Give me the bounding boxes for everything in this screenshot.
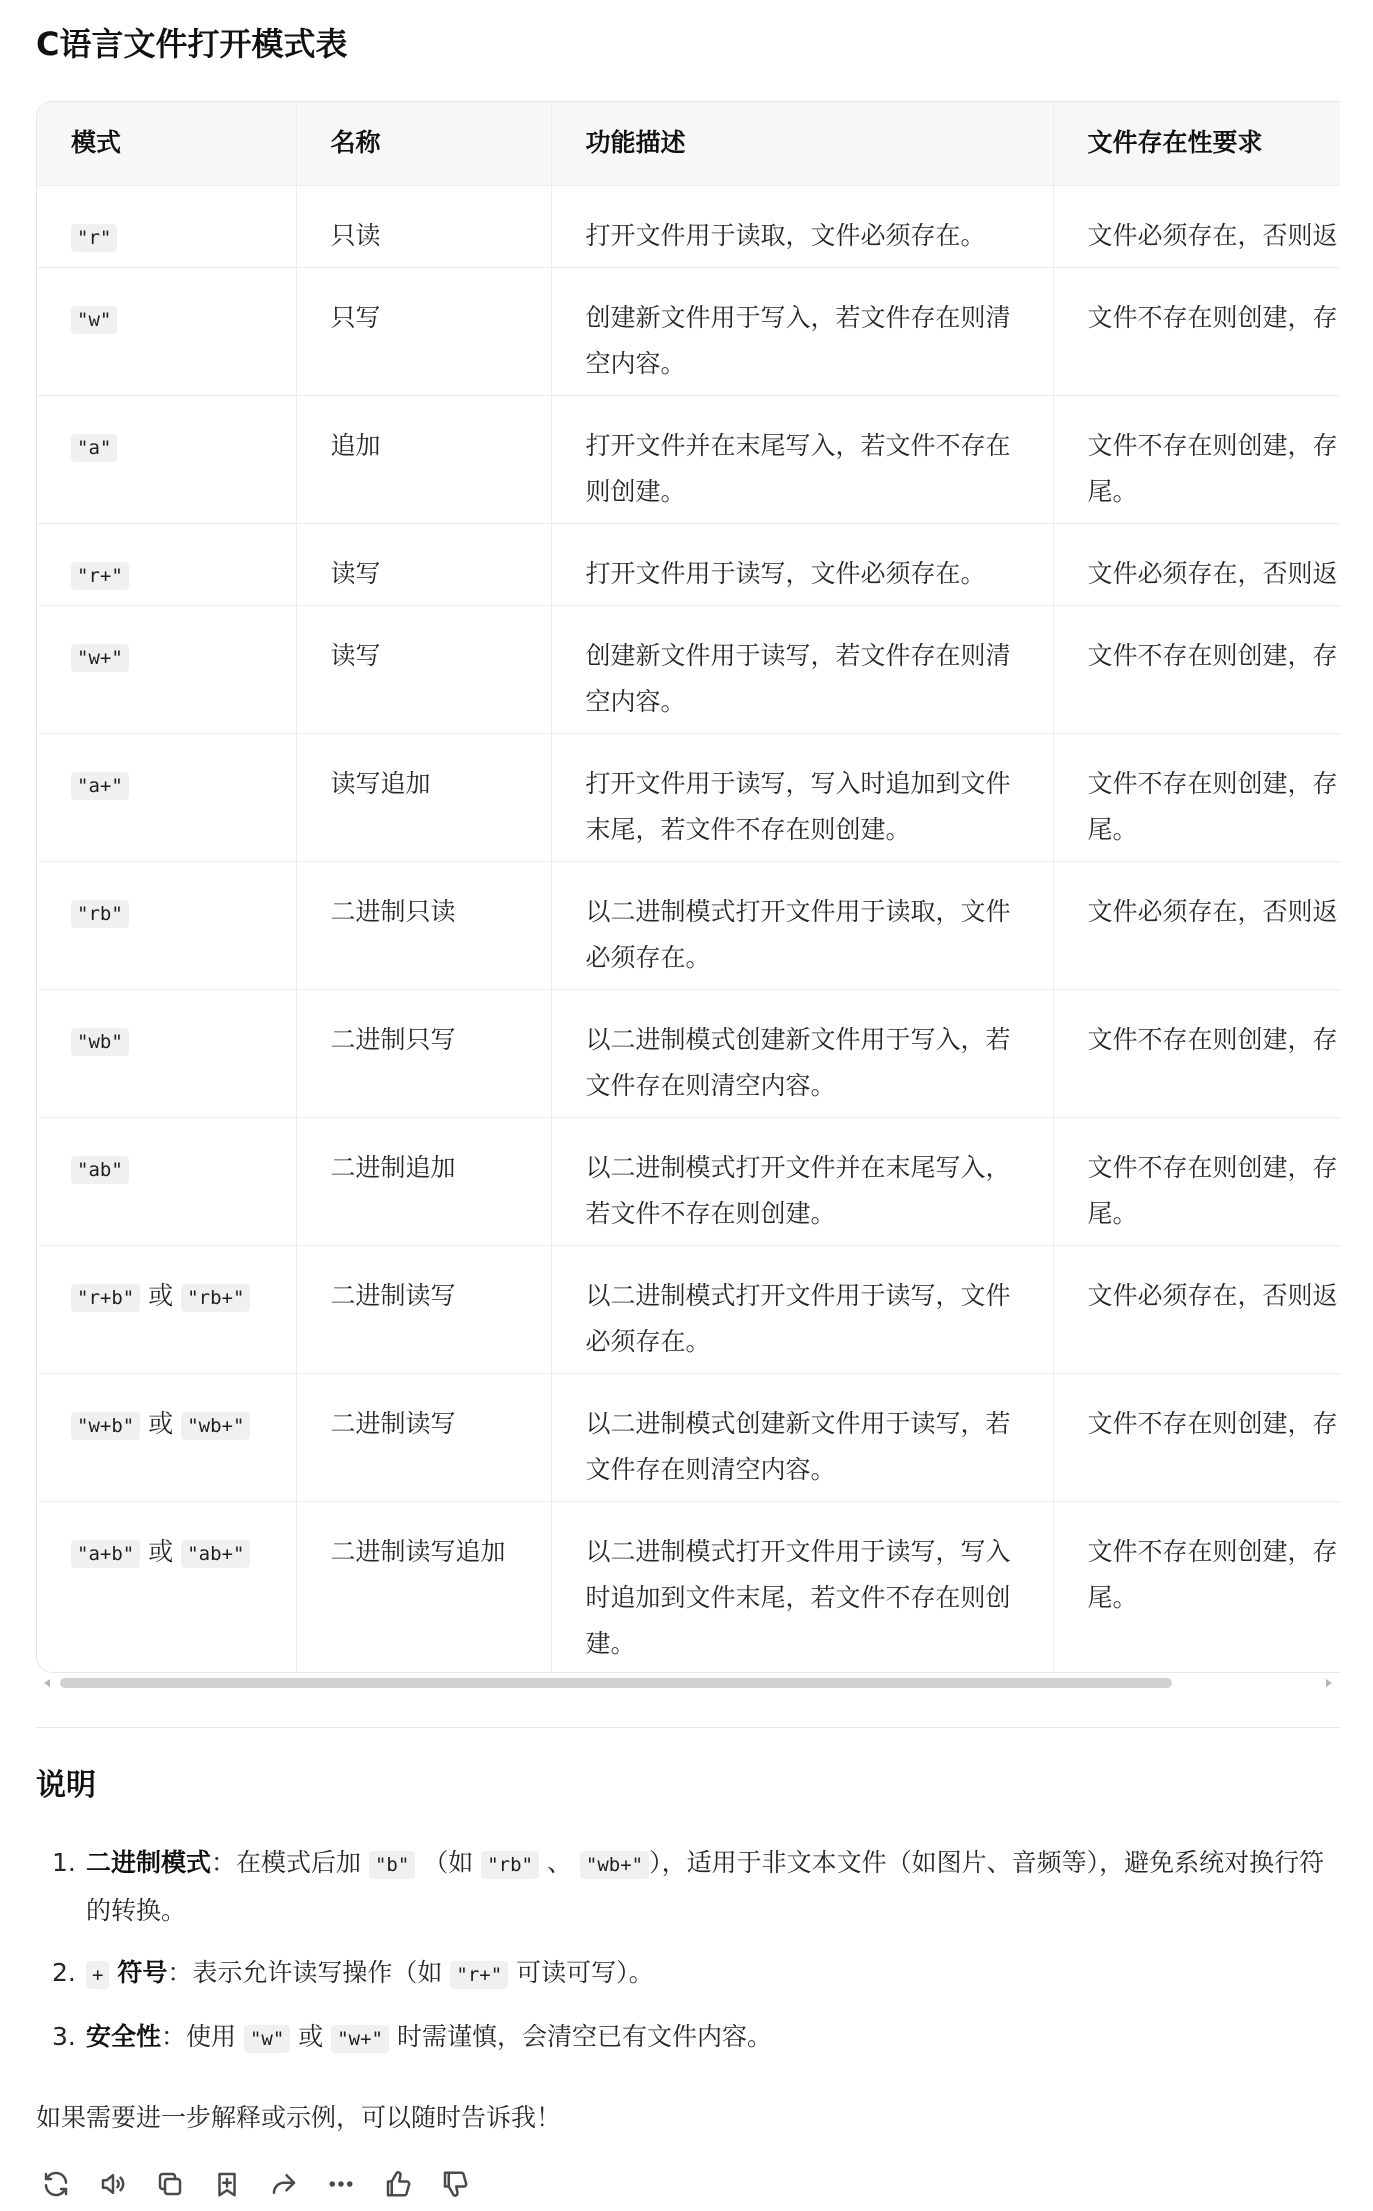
mode-code: "wb" xyxy=(71,1028,129,1056)
mode-code: "r" xyxy=(71,224,117,252)
cell-mode xyxy=(37,1117,296,1245)
table-row xyxy=(37,1245,1340,1373)
note-text: 时需谨慎，会清空已有文件内容。 xyxy=(396,2022,772,2051)
cell-mode xyxy=(37,605,296,733)
cell-requirement: 文件必须存在，否则返 xyxy=(1087,558,1338,588)
list-number: 3. xyxy=(52,2022,76,2051)
cell-name: 读写追加 xyxy=(296,733,551,861)
dislike-button[interactable] xyxy=(435,2164,475,2204)
cell-requirement: 文件不存在则创建，存 xyxy=(1087,1024,1338,1054)
cell-mode xyxy=(37,395,296,523)
cell-description: 打开文件用于读写，文件必须存在。 xyxy=(551,523,1053,605)
cell-mode xyxy=(37,733,296,861)
table-row xyxy=(37,1117,1340,1245)
mode-code: "r+b" xyxy=(71,1284,140,1312)
or-word: 或 xyxy=(148,1536,174,1566)
cell-description: 以二进制模式打开文件并在末尾写入，若文件不存在则创建。 xyxy=(551,1117,1053,1245)
cell-description: 打开文件用于读写，写入时追加到文件末尾，若文件不存在则创建。 xyxy=(551,733,1053,861)
scroll-left-icon[interactable] xyxy=(44,1679,50,1687)
mode-code: "ab+" xyxy=(181,1540,250,1568)
cell-mode xyxy=(37,267,296,395)
like-button[interactable] xyxy=(378,2164,418,2204)
mode-code: "w" xyxy=(71,306,117,334)
cell-name: 二进制追加 xyxy=(296,1117,551,1245)
scrollbar-thumb[interactable] xyxy=(60,1678,1172,1688)
table-row xyxy=(37,861,1340,989)
table-row xyxy=(37,185,1340,267)
inline-code: "b" xyxy=(369,1851,415,1879)
cell-description: 以二进制模式打开文件用于读取，文件必须存在。 xyxy=(551,861,1053,989)
requirement-line: 文件不存在则创建，存 xyxy=(1087,430,1338,460)
mode-code: "a" xyxy=(71,434,117,462)
table-row xyxy=(37,267,1340,395)
refresh-icon xyxy=(41,2169,71,2199)
note-text: 可读可写）。 xyxy=(516,1958,654,1987)
header-mode: 模式 xyxy=(37,102,296,185)
cell-name: 二进制只写 xyxy=(296,989,551,1117)
cell-requirement xyxy=(1053,733,1340,861)
message-action-bar xyxy=(36,2164,492,2204)
mode-code: "a+" xyxy=(71,772,129,800)
cell-description: 创建新文件用于读写，若文件存在则清空内容。 xyxy=(551,605,1053,733)
cell-requirement xyxy=(1053,1117,1340,1245)
cell-description: 打开文件用于读取，文件必须存在。 xyxy=(551,185,1053,267)
header-name: 名称 xyxy=(296,102,551,185)
mode-code: "w+b" xyxy=(71,1412,140,1440)
mode-code: "w+" xyxy=(71,644,129,672)
mode-code: "rb" xyxy=(71,900,129,928)
cell-name: 读写 xyxy=(296,523,551,605)
note-text: ：使用 xyxy=(161,2022,237,2051)
list-item xyxy=(52,1840,1340,1934)
or-word: 或 xyxy=(148,1280,174,1310)
notes-heading: 说明 xyxy=(36,1768,96,1803)
modes-table-container[interactable] xyxy=(36,101,1340,1673)
note-text: 或 xyxy=(298,2022,324,2051)
cell-mode xyxy=(37,185,296,267)
requirement-line: 尾。 xyxy=(1087,814,1138,844)
requirement-line: 尾。 xyxy=(1087,1198,1138,1228)
mode-code: "rb+" xyxy=(181,1284,250,1312)
header-requirement: 文件存在性要求 xyxy=(1087,128,1263,157)
cell-name: 二进制读写追加 xyxy=(296,1501,551,1672)
cell-name: 读写 xyxy=(296,605,551,733)
inline-code: "wb+" xyxy=(580,1851,649,1879)
cell-requirement: 文件必须存在，否则返 xyxy=(1087,1280,1338,1310)
inline-code: "w" xyxy=(244,2025,290,2053)
share-icon xyxy=(269,2169,299,2199)
cell-name: 追加 xyxy=(296,395,551,523)
scroll-right-icon[interactable] xyxy=(1326,1679,1332,1687)
cell-name: 二进制读写 xyxy=(296,1245,551,1373)
cell-description: 创建新文件用于写入，若文件存在则清空内容。 xyxy=(551,267,1053,395)
cell-mode xyxy=(37,1373,296,1501)
inline-code: "rb" xyxy=(481,1851,539,1879)
closing-text: 如果需要进一步解释或示例，可以随时告诉我！ xyxy=(36,2103,562,2132)
cell-name: 二进制只读 xyxy=(296,861,551,989)
mode-code: "r+" xyxy=(71,562,129,590)
more-button[interactable] xyxy=(321,2164,361,2204)
copy-icon xyxy=(155,2169,185,2199)
note-label: 安全性 xyxy=(86,2022,162,2051)
cell-mode xyxy=(37,861,296,989)
speaker-icon xyxy=(98,2169,128,2199)
copy-button[interactable] xyxy=(150,2164,190,2204)
cell-description: 以二进制模式创建新文件用于读写，若文件存在则清空内容。 xyxy=(551,1373,1053,1501)
table-row xyxy=(37,733,1340,861)
list-item xyxy=(52,1950,1340,1998)
page-title: C语言文件打开模式表 xyxy=(36,25,348,63)
cell-mode xyxy=(37,989,296,1117)
cell-name: 只写 xyxy=(296,267,551,395)
note-label: 二进制模式 xyxy=(86,1848,212,1877)
table-row xyxy=(37,1373,1340,1501)
list-item xyxy=(52,2014,1340,2062)
table-row xyxy=(37,1501,1340,1672)
table-header-row xyxy=(37,102,1340,185)
table-horizontal-scrollbar[interactable] xyxy=(36,1672,1340,1694)
note-text: ：表示允许读写操作（如 xyxy=(167,1958,443,1987)
cell-description: 以二进制模式打开文件用于读写，文件必须存在。 xyxy=(551,1245,1053,1373)
requirement-line: 尾。 xyxy=(1087,1582,1138,1612)
header-description: 功能描述 xyxy=(551,102,1053,185)
thumbs-down-icon xyxy=(440,2169,470,2199)
bookmark-button[interactable] xyxy=(207,2164,247,2204)
more-icon xyxy=(326,2169,356,2199)
mode-code: "a+b" xyxy=(71,1540,140,1568)
cell-requirement xyxy=(1053,395,1340,523)
read-aloud-button[interactable] xyxy=(93,2164,133,2204)
inline-code: "r+" xyxy=(450,1961,508,1989)
cell-requirement: 文件必须存在，否则返 xyxy=(1087,896,1338,926)
cell-description: 以二进制模式打开文件用于读写，写入时追加到文件末尾，若文件不存在则创建。 xyxy=(551,1501,1053,1672)
requirement-line: 文件不存在则创建，存 xyxy=(1087,1536,1338,1566)
note-text: （如 xyxy=(423,1848,474,1877)
modes-table xyxy=(37,102,1340,1672)
cell-name: 只读 xyxy=(296,185,551,267)
list-number: 2. xyxy=(52,1958,76,1987)
requirement-line: 文件不存在则创建，存 xyxy=(1087,768,1338,798)
mode-code: "wb+" xyxy=(181,1412,250,1440)
requirement-line: 文件不存在则创建，存 xyxy=(1087,1152,1338,1182)
share-button[interactable] xyxy=(264,2164,304,2204)
cell-mode xyxy=(37,523,296,605)
table-row xyxy=(37,989,1340,1117)
mode-code: "ab" xyxy=(71,1156,129,1184)
cell-requirement: 文件不存在则创建，存 xyxy=(1087,640,1338,670)
regenerate-button[interactable] xyxy=(36,2164,76,2204)
section-divider xyxy=(36,1727,1340,1728)
cell-name: 二进制读写 xyxy=(296,1373,551,1501)
inline-code: + xyxy=(86,1961,109,1989)
bookmark-icon xyxy=(212,2169,242,2199)
note-label: 符号 xyxy=(117,1958,168,1987)
table-row xyxy=(37,395,1340,523)
cell-requirement xyxy=(1053,1501,1340,1672)
notes-list xyxy=(36,1840,1340,2078)
table-row xyxy=(37,523,1340,605)
list-number: 1. xyxy=(52,1848,76,1877)
cell-mode xyxy=(37,1501,296,1672)
note-text: ：在模式后加 xyxy=(211,1848,362,1877)
cell-mode xyxy=(37,1245,296,1373)
table-row xyxy=(37,605,1340,733)
note-text: ），适用于非文本文件（如图片、音频等），避免系统对换行符的转换。 xyxy=(86,1848,1325,1925)
cell-description: 打开文件并在末尾写入，若文件不存在则创建。 xyxy=(551,395,1053,523)
cell-requirement: 文件必须存在，否则返 xyxy=(1087,220,1338,250)
note-text: 、 xyxy=(546,1848,572,1877)
cell-requirement: 文件不存在则创建，存 xyxy=(1087,302,1338,332)
inline-code: "w+" xyxy=(331,2025,389,2053)
thumbs-up-icon xyxy=(383,2169,413,2199)
requirement-line: 尾。 xyxy=(1087,476,1138,506)
cell-requirement: 文件不存在则创建，存 xyxy=(1087,1408,1338,1438)
cell-description: 以二进制模式创建新文件用于写入，若文件存在则清空内容。 xyxy=(551,989,1053,1117)
or-word: 或 xyxy=(148,1408,174,1438)
